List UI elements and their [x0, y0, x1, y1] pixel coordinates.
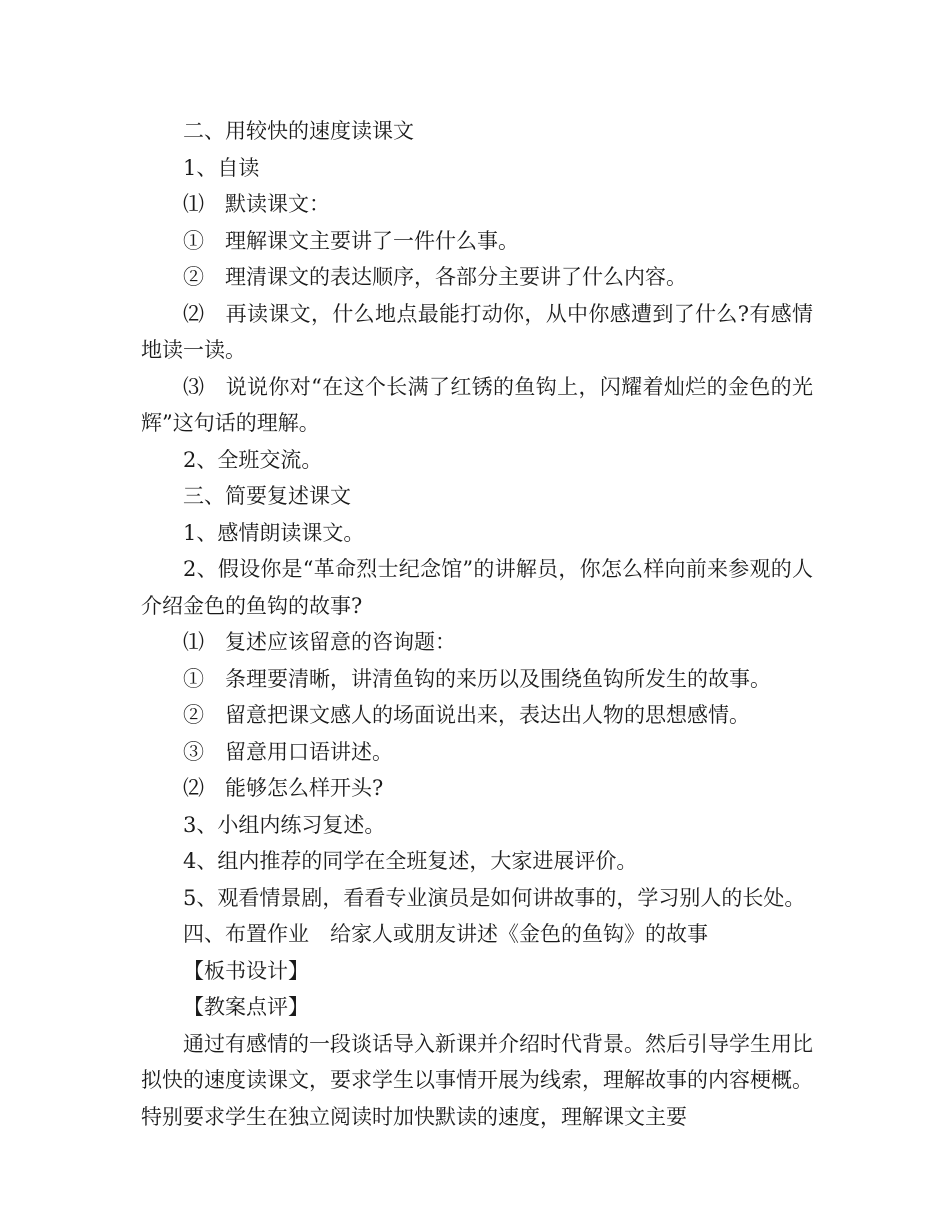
document-body: [141, 113, 813, 1135]
substep-silent-reading: ⑴ 默读课文：: [183, 192, 330, 216]
section-heading-reading: 二、用较快的速度读课文: [183, 119, 414, 143]
section-heading-retell: 三、简要复述课文: [183, 484, 351, 508]
step-guide-scenario: 2、假设你是“革命烈士纪念馆”的讲解员，你怎么样向前来参观的人介绍金色的鱼钩的故事?: [141, 557, 813, 618]
heading-board-design: 【板书设计】: [183, 958, 309, 983]
point-spoken-language: ③ 留意用口语讲述。: [183, 739, 393, 764]
section-heading-homework: 四、布置作业 给家人或朋友讲述《金色的鱼钩》的故事: [183, 922, 708, 946]
substep-opening: ⑵ 能够怎么样开头?: [183, 776, 384, 800]
step-self-reading: 1、自读: [183, 155, 260, 180]
review-paragraph: 通过有感情的一段谈话导入新课并介绍时代背景。然后引导学生用比拟快的速度读课文，要求学生以事情开展为线索，理解故事的内容梗概。特别要求学生在独立阅读时加快默读的速度，理解课文主要: [141, 1031, 813, 1129]
point-clear-structure: ① 条理要清晰，讲清鱼钩的来历以及围绕鱼钩所发生的故事。: [183, 666, 771, 691]
point-moving-scenes: ② 留意把课文感人的场面说出来，表达出人物的思想感情。: [183, 703, 750, 727]
substep-sentence-understanding: ⑶ 说说你对“在这个长满了红锈的鱼钩上，闪耀着灿烂的金色的光辉”这句话的理解。: [141, 374, 813, 435]
point-main-event: ① 理解课文主要讲了一件什么事。: [183, 228, 519, 253]
step-class-exchange: 2、全班交流。: [183, 447, 323, 472]
step-class-retell: 4、组内推荐的同学在全班复述，大家进展评价。: [183, 849, 638, 873]
step-emotional-reading: 1、感情朗读课文。: [183, 520, 365, 545]
substep-reread: ⑵ 再读课文，什么地点最能打动你，从中你感遭到了什么?有感情地读一读。: [141, 301, 813, 362]
step-group-practice: 3、小组内练习复述。: [183, 812, 386, 837]
heading-lesson-review: 【教案点评】: [183, 995, 309, 1019]
substep-retell-notes: ⑴ 复述应该留意的咨询题：: [183, 630, 456, 654]
point-order: ② 理清课文的表达顺序，各部分主要讲了什么内容。: [183, 265, 687, 289]
step-watch-drama: 5、观看情景剧，看看专业演员是如何讲故事的，学习别人的长处。: [183, 885, 806, 910]
